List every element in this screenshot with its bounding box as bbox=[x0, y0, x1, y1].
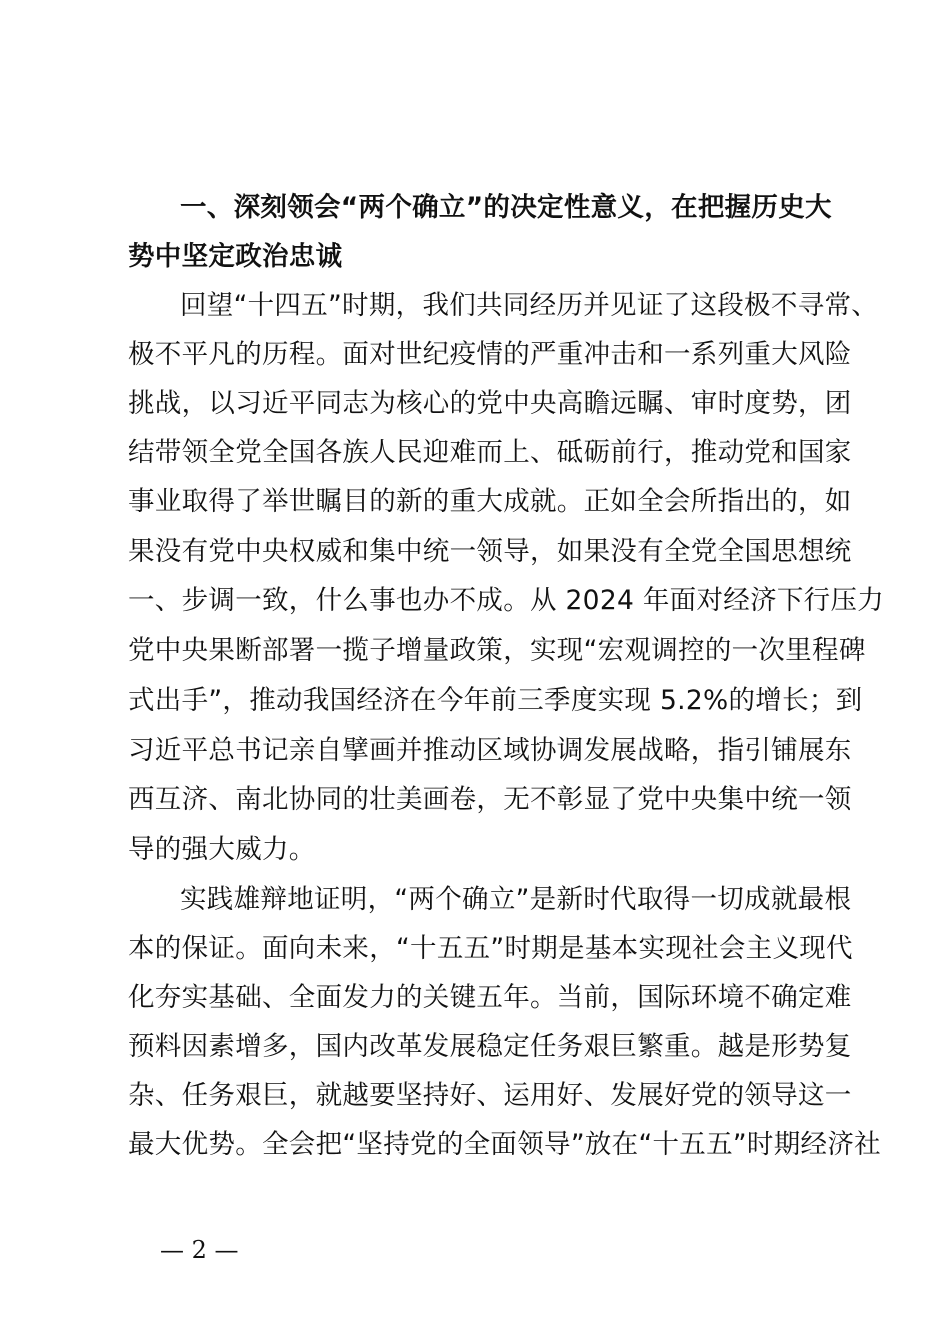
section-heading-line-1: 一、深刻领会“两个确立”的决定性意义，在把握历史大 bbox=[180, 192, 832, 223]
paragraph-2-line: 实践雄辩地证明，“两个确立”是新时代取得一切成就最根 bbox=[180, 884, 852, 915]
paragraph-1-line: 一、步调一致，什么事也办不成。从 2024 年面对经济下行压力 bbox=[128, 585, 885, 616]
paragraph-1-line: 式出手”，推动我国经济在今年前三季度实现 5.2%的增长；到 bbox=[128, 685, 863, 716]
paragraph-2-line: 预料因素增多，国内改革发展稳定任务艰巨繁重。越是形势复 bbox=[128, 1031, 852, 1062]
paragraph-1-line: 西互济、南北协同的壮美画卷，无不彰显了党中央集中统一领 bbox=[128, 784, 852, 815]
paragraph-2-line: 杂、任务艰巨，就越要坚持好、运用好、发展好党的领导这一 bbox=[128, 1080, 852, 1111]
paragraph-1-line: 挑战，以习近平同志为核心的党中央高瞻远瞩、审时度势，团 bbox=[128, 388, 852, 419]
paragraph-2-line: 最大优势。全会把“坚持党的全面领导”放在“十五五”时期经济社 bbox=[128, 1129, 881, 1160]
paragraph-2-line: 化夯实基础、全面发力的关键五年。当前，国际环境不确定难 bbox=[128, 982, 852, 1013]
paragraph-1-line: 党中央果断部署一揽子增量政策，实现“宏观调控的一次里程碑 bbox=[128, 635, 866, 666]
paragraph-1-line: 回望“十四五”时期，我们共同经历并见证了这段极不寻常、 bbox=[180, 290, 879, 321]
paragraph-1-line: 导的强大威力。 bbox=[128, 834, 316, 865]
paragraph-1-line: 事业取得了举世瞩目的新的重大成就。正如全会所指出的，如 bbox=[128, 486, 852, 517]
paragraph-1-line: 果没有党中央权威和集中统一领导，如果没有全党全国思想统 bbox=[128, 536, 852, 567]
section-heading-line-2: 势中坚定政治忠诚 bbox=[128, 241, 343, 272]
paragraph-1-line: 结带领全党全国各族人民迎难而上、砥砺前行，推动党和国家 bbox=[128, 437, 852, 468]
paragraph-2-line: 本的保证。面向未来，“十五五”时期是基本实现社会主义现代 bbox=[128, 933, 853, 964]
page-number: — 2 — bbox=[160, 1236, 239, 1264]
paragraph-1-line: 习近平总书记亲自擘画并推动区域协调发展战略，指引铺展东 bbox=[128, 735, 852, 766]
paragraph-1-line: 极不平凡的历程。面对世纪疫情的严重冲击和一系列重大风险 bbox=[128, 339, 852, 370]
